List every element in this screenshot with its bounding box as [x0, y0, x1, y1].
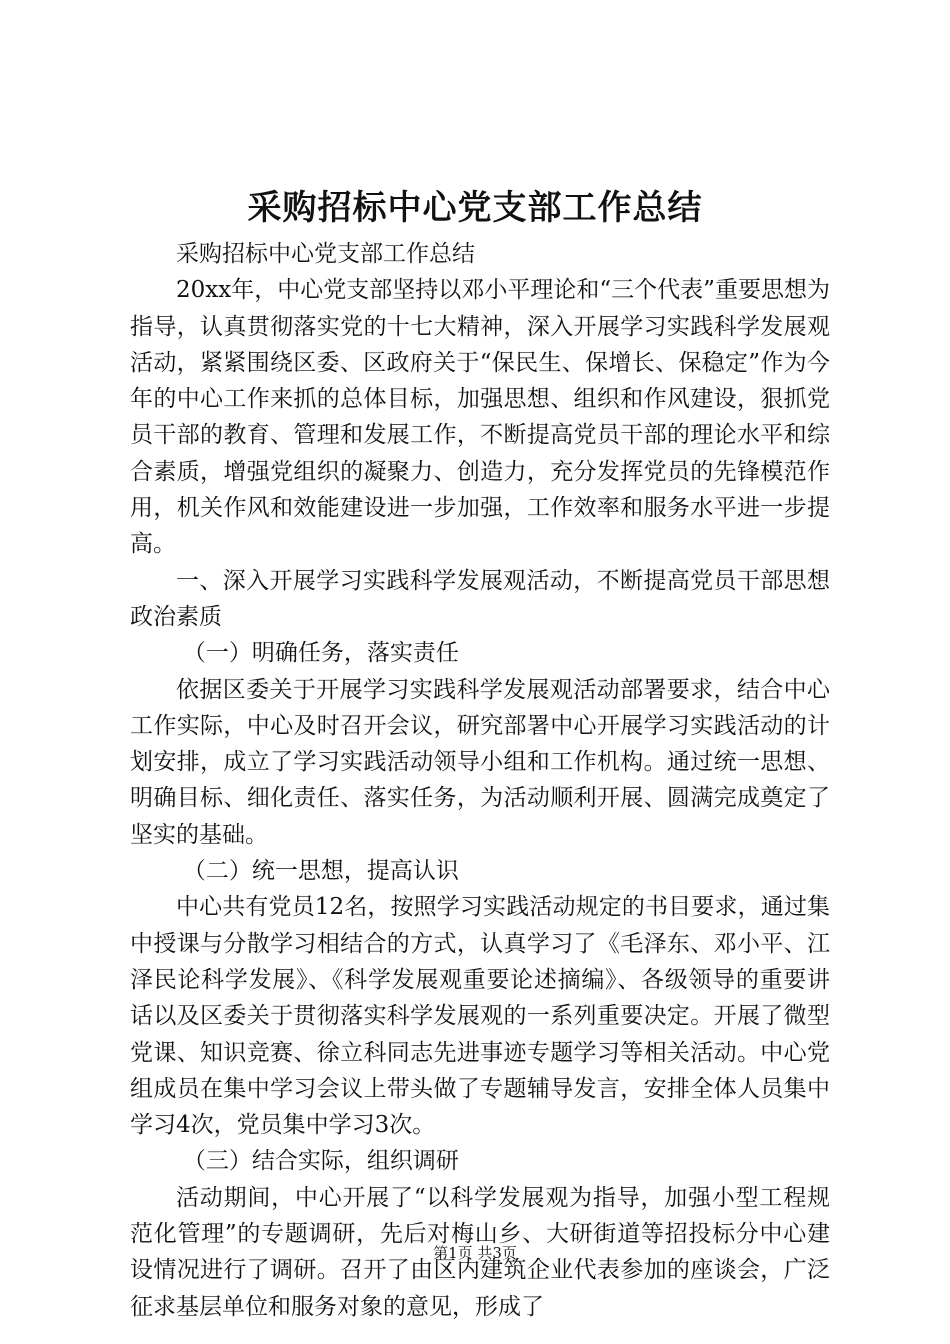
paragraph: 活动期间，中心开展了“以科学发展观为指导，加强小型工程规范化管理”的专题调研，先后对梅山乡、大研街道等招投标分中心建设情况进行了调研。召开了由区内建筑企业代表参加的座谈会，广泛征求基层单位和服务对象的意见，形成了 — [130, 1184, 830, 1320]
paragraph: 中心共有党员12名，按照学习实践活动规定的书目要求，通过集中授课与分散学习相结合的方式，认真学习了《毛泽东、邓小平、江泽民论科学发展》、《科学发展观重要论述摘编》、各级领导的重要讲话以及区委关于贯彻落实科学发展观的一系列重要决定。开展了微型党课、知识竞赛、徐立科同志先进事迹专题学习等相关活动。中心党组成员在集中学习会议上带头做了专题辅导发言，安排全体人员集中学习4次，党员集中学习3次。 — [130, 894, 830, 1139]
paragraph: 20xx年，中心党支部坚持以邓小平理论和“三个代表”重要思想为指导，认真贯彻落实党的十七大精神，深入开展学习实践科学发展观活动，紧紧围绕区委、区政府关于“保民生、保增长、保稳定”作为今年的中心工作来抓的总体目标，加强思想、组织和作风建设，狠抓党员干部的教育、管理和发展工作，不断提高党员干部的理论水平和综合素质，增强党组织的凝聚力、创造力，充分发挥党员的先锋模范作用，机关作风和效能建设进一步加强，工作效率和服务水平进一步提高。 — [130, 277, 830, 558]
paragraph: 一、深入开展学习实践科学发展观活动，不断提高党员干部思想政治素质 — [130, 567, 830, 630]
paragraph: （一）明确任务，落实责任 — [182, 640, 459, 667]
document-body — [130, 236, 830, 1325]
document-title: 采购招标中心党支部工作总结 — [247, 188, 703, 228]
paragraph: 采购招标中心党支部工作总结 — [176, 241, 475, 267]
paragraph: （三）结合实际，组织调研 — [182, 1148, 459, 1175]
paragraph: （二）统一思想，提高认识 — [182, 858, 459, 885]
paragraph: 依据区委关于开展学习实践科学发展观活动部署要求，结合中心工作实际，中心及时召开会议，研究部署中心开展学习实践活动的计划安排，成立了学习实践活动领导小组和工作机构。通过统一思想、明确目标、细化责任、落实任务，为活动顺利开展、圆满完成奠定了坚实的基础。 — [130, 676, 830, 848]
page-footer: 第1页 共3页 — [433, 1244, 517, 1262]
